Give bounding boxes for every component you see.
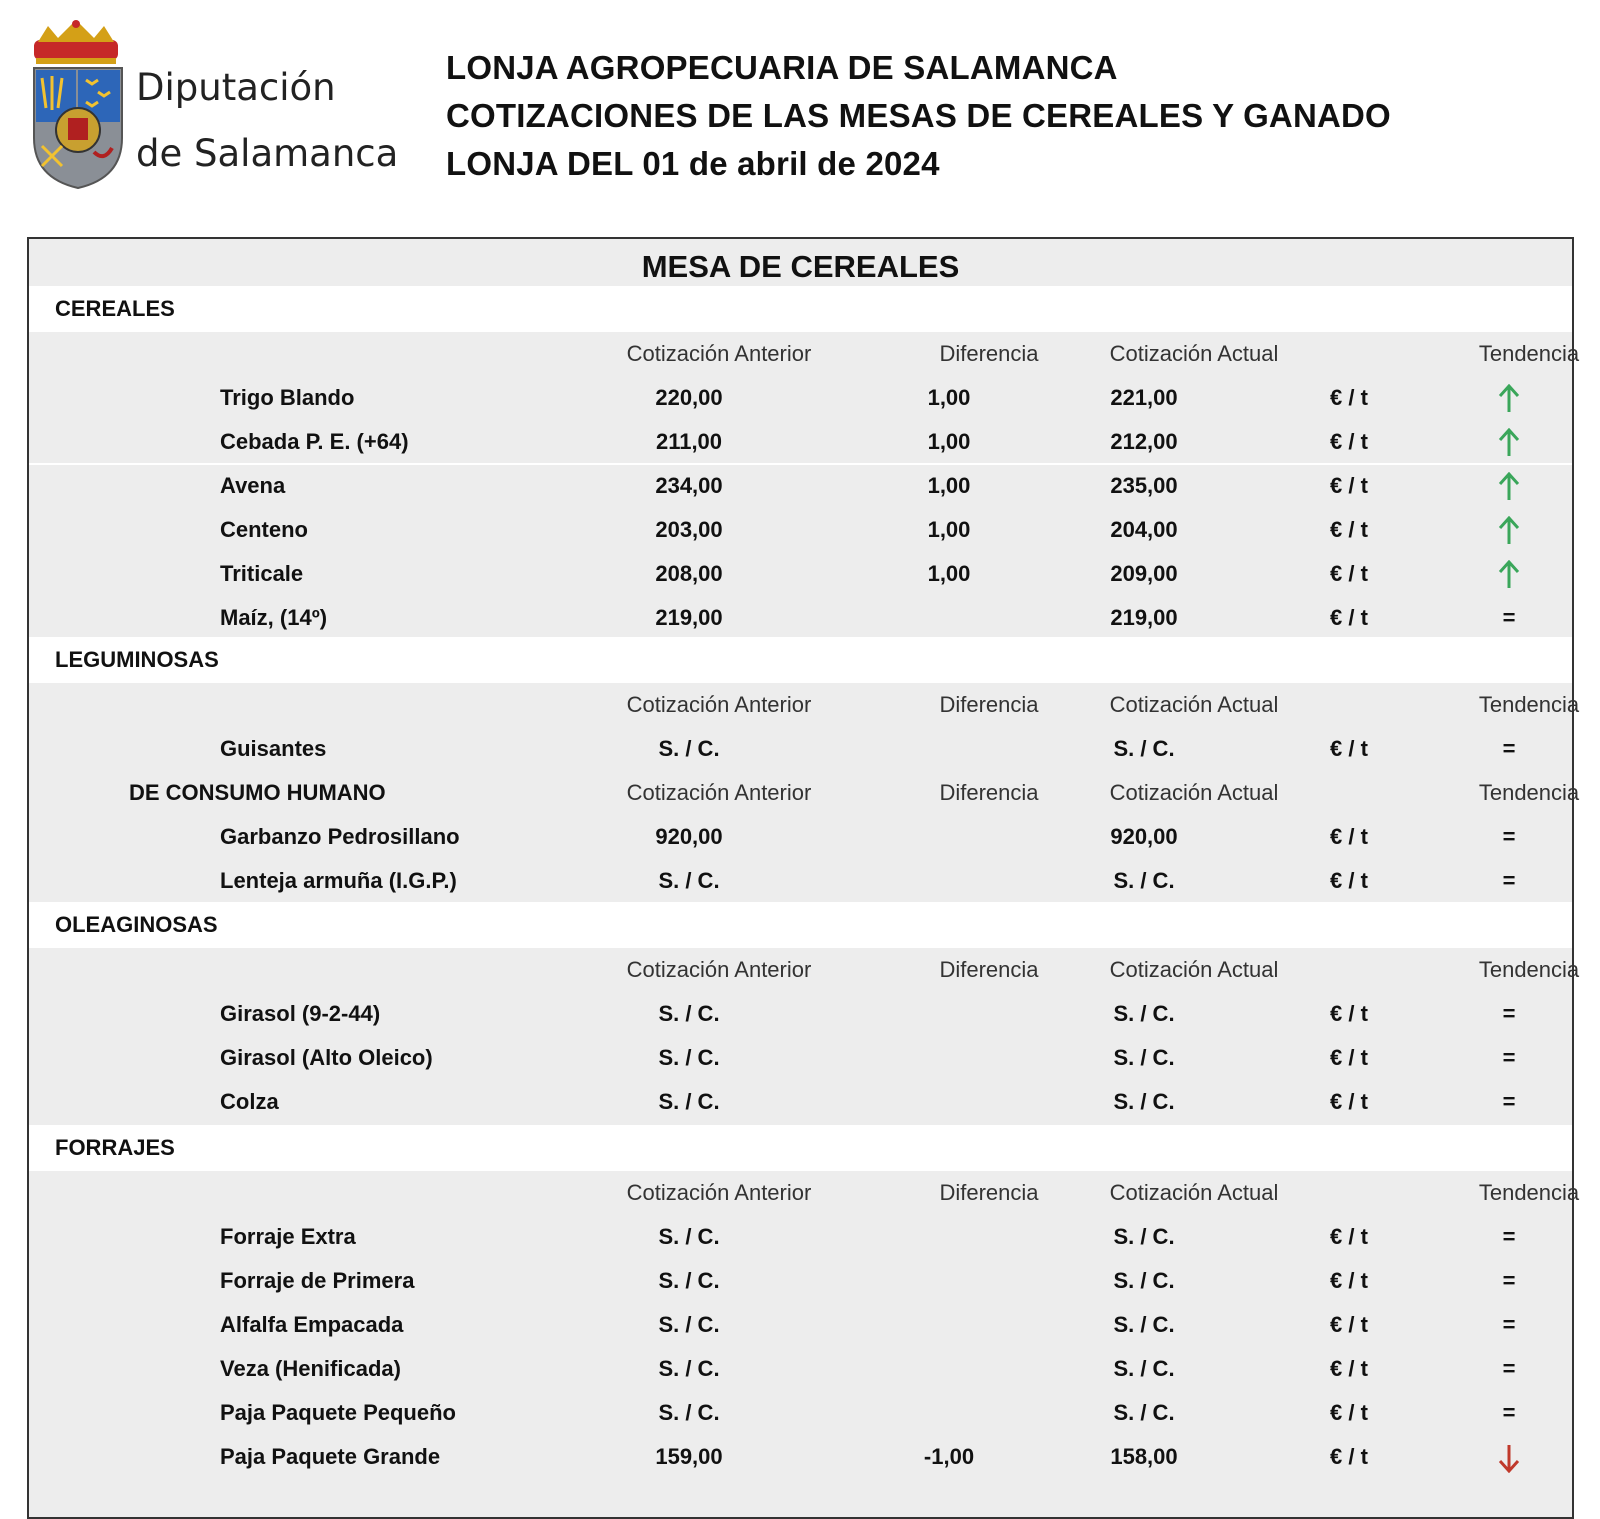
column-header-tend: Tendencia xyxy=(1478,780,1580,805)
price-difference: 1,00 xyxy=(927,517,971,542)
price-difference: 1,00 xyxy=(927,429,971,454)
trend-indicator: = xyxy=(1502,868,1516,893)
column-header-curr: Cotización Actual xyxy=(1109,957,1279,982)
product-name: Cebada P. E. (+64) xyxy=(220,429,409,454)
price-unit: € / t xyxy=(1330,1400,1368,1425)
column-header-row xyxy=(29,948,1580,992)
column-header-prev: Cotización Anterior xyxy=(626,1180,812,1205)
previous-price: 211,00 xyxy=(655,429,723,454)
current-price: S. / C. xyxy=(1113,1268,1175,1293)
price-difference: -1,00 xyxy=(923,1444,975,1469)
table-row xyxy=(29,376,1572,420)
title-line-3: LONJA DEL 01 de abril de 2024 xyxy=(446,145,940,182)
column-header-curr: Cotización Actual xyxy=(1109,692,1279,717)
price-unit: € / t xyxy=(1330,561,1368,586)
previous-price: 219,00 xyxy=(655,605,723,630)
section-band xyxy=(29,286,1572,332)
product-name: Alfalfa Empacada xyxy=(220,1312,404,1337)
logo-text-line2: de Salamanca xyxy=(136,132,399,175)
trend-indicator: = xyxy=(1502,605,1516,630)
logo-text-line1: Diputación xyxy=(136,66,336,109)
column-header-diff: Diferencia xyxy=(939,692,1039,717)
current-price: 158,00 xyxy=(1110,1444,1178,1469)
current-price: 209,00 xyxy=(1110,561,1178,586)
table-row xyxy=(29,552,1572,596)
current-price: 219,00 xyxy=(1110,605,1178,630)
table-title: MESA DE CEREALES xyxy=(641,249,960,284)
previous-price: S. / C. xyxy=(658,868,720,893)
table-row xyxy=(29,1435,1572,1479)
section-label: OLEAGINOSAS xyxy=(55,912,218,937)
product-name: Avena xyxy=(220,473,286,498)
table-row xyxy=(29,596,1572,640)
previous-price: 203,00 xyxy=(655,517,723,542)
trend-indicator: = xyxy=(1502,1356,1516,1381)
product-name: Triticale xyxy=(220,561,304,586)
current-price: 221,00 xyxy=(1110,385,1178,410)
product-name: Paja Paquete Pequeño xyxy=(220,1400,456,1425)
table-row xyxy=(29,508,1572,552)
trend-indicator: = xyxy=(1502,1045,1516,1070)
price-unit: € / t xyxy=(1330,473,1368,498)
section-label: LEGUMINOSAS xyxy=(55,647,219,672)
trend-up-arrow-icon xyxy=(1498,560,1520,590)
subsection-label: DE CONSUMO HUMANO xyxy=(129,780,386,805)
column-header-row xyxy=(29,771,1580,815)
column-header-curr: Cotización Actual xyxy=(1109,780,1279,805)
trend-indicator xyxy=(1449,1435,1569,1473)
current-price: S. / C. xyxy=(1113,1356,1175,1381)
table-row xyxy=(29,1036,1572,1080)
price-unit: € / t xyxy=(1330,1224,1368,1249)
column-header-diff: Diferencia xyxy=(939,1180,1039,1205)
trend-indicator xyxy=(1449,420,1569,458)
previous-price: S. / C. xyxy=(658,1089,720,1114)
price-unit: € / t xyxy=(1330,1045,1368,1070)
trend-indicator: = xyxy=(1502,1400,1516,1425)
trend-indicator xyxy=(1449,464,1569,502)
price-unit: € / t xyxy=(1330,385,1368,410)
diputacion-logo xyxy=(28,18,408,198)
product-name: Centeno xyxy=(220,517,308,542)
table-row xyxy=(29,1347,1572,1391)
previous-price: 208,00 xyxy=(655,561,723,586)
section-label: FORRAJES xyxy=(55,1135,175,1160)
previous-price: 920,00 xyxy=(655,824,723,849)
table-row xyxy=(29,1259,1572,1303)
document-titles xyxy=(446,44,1391,188)
previous-price: S. / C. xyxy=(658,1356,720,1381)
price-unit: € / t xyxy=(1330,1089,1368,1114)
previous-price: S. / C. xyxy=(658,736,720,761)
column-header-prev: Cotización Anterior xyxy=(626,341,812,366)
title-line-2: COTIZACIONES DE LAS MESAS DE CEREALES Y GANADO xyxy=(446,97,1391,134)
column-header-tend: Tendencia xyxy=(1478,692,1580,717)
product-name: Guisantes xyxy=(220,736,327,761)
price-unit: € / t xyxy=(1330,1356,1368,1381)
table-row xyxy=(29,420,1572,464)
trend-indicator xyxy=(1449,508,1569,546)
trend-indicator: = xyxy=(1502,1224,1516,1249)
current-price: S. / C. xyxy=(1113,736,1175,761)
column-header-diff: Diferencia xyxy=(939,957,1039,982)
section-band xyxy=(29,902,1572,948)
table-row xyxy=(29,1391,1572,1435)
trend-indicator: = xyxy=(1502,1268,1516,1293)
product-name: Lenteja armuña (I.G.P.) xyxy=(220,868,457,893)
column-header-prev: Cotización Anterior xyxy=(626,957,812,982)
table-row xyxy=(29,1215,1572,1259)
column-header-tend: Tendencia xyxy=(1478,1180,1580,1205)
column-header-curr: Cotización Actual xyxy=(1109,1180,1279,1205)
previous-price: 234,00 xyxy=(655,473,723,498)
price-difference: 1,00 xyxy=(927,473,971,498)
previous-price: S. / C. xyxy=(658,1312,720,1337)
column-header-tend: Tendencia xyxy=(1478,957,1580,982)
current-price: S. / C. xyxy=(1113,1001,1175,1026)
product-name: Girasol (9-2-44) xyxy=(220,1001,381,1026)
column-header-curr: Cotización Actual xyxy=(1109,341,1279,366)
product-name: Garbanzo Pedrosillano xyxy=(220,824,460,849)
current-price: S. / C. xyxy=(1113,1089,1175,1114)
section-label: CEREALES xyxy=(55,296,175,321)
trend-indicator: = xyxy=(1502,1089,1516,1114)
current-price: 920,00 xyxy=(1110,824,1178,849)
current-price: S. / C. xyxy=(1113,1224,1175,1249)
price-unit: € / t xyxy=(1330,1001,1368,1026)
title-line-1: LONJA AGROPECUARIA DE SALAMANCA xyxy=(446,49,1118,86)
column-header-prev: Cotización Anterior xyxy=(626,780,812,805)
price-difference: 1,00 xyxy=(927,561,971,586)
previous-price: S. / C. xyxy=(658,1268,720,1293)
trend-indicator xyxy=(1449,376,1569,414)
price-difference: 1,00 xyxy=(927,385,971,410)
trend-up-arrow-icon xyxy=(1498,516,1520,546)
previous-price: S. / C. xyxy=(658,1224,720,1249)
column-header-row xyxy=(29,683,1580,727)
current-price: 235,00 xyxy=(1110,473,1178,498)
product-name: Trigo Blando xyxy=(220,385,355,410)
current-price: 204,00 xyxy=(1110,517,1178,542)
product-name: Girasol (Alto Oleico) xyxy=(220,1045,433,1070)
table-row xyxy=(29,727,1572,771)
current-price: S. / C. xyxy=(1113,1312,1175,1337)
column-header-diff: Diferencia xyxy=(939,780,1039,805)
product-name: Maíz, (14º) xyxy=(220,605,328,630)
section-band xyxy=(29,1125,1572,1171)
price-unit: € / t xyxy=(1330,429,1368,454)
product-name: Paja Paquete Grande xyxy=(220,1444,441,1469)
current-price: S. / C. xyxy=(1113,868,1175,893)
table-row xyxy=(29,1080,1572,1124)
current-price: 212,00 xyxy=(1110,429,1178,454)
trend-indicator: = xyxy=(1502,824,1516,849)
product-name: Forraje de Primera xyxy=(220,1268,415,1293)
trend-indicator: = xyxy=(1502,1312,1516,1337)
price-unit: € / t xyxy=(1330,824,1368,849)
table-row xyxy=(29,464,1572,508)
product-name: Veza (Henificada) xyxy=(220,1356,401,1381)
previous-price: S. / C. xyxy=(658,1001,720,1026)
price-unit: € / t xyxy=(1330,517,1368,542)
trend-down-arrow-icon xyxy=(1498,1443,1520,1473)
previous-price: S. / C. xyxy=(658,1400,720,1425)
column-header-diff: Diferencia xyxy=(939,341,1039,366)
table-row xyxy=(29,859,1572,903)
trend-indicator: = xyxy=(1502,736,1516,761)
current-price: S. / C. xyxy=(1113,1045,1175,1070)
column-header-row xyxy=(29,1171,1580,1215)
price-unit: € / t xyxy=(1330,736,1368,761)
product-name: Forraje Extra xyxy=(220,1224,356,1249)
table-row xyxy=(29,992,1572,1036)
previous-price: 159,00 xyxy=(655,1444,723,1469)
table-row xyxy=(29,815,1572,859)
trend-up-arrow-icon xyxy=(1498,428,1520,458)
trend-up-arrow-icon xyxy=(1498,472,1520,502)
column-header-tend: Tendencia xyxy=(1478,341,1580,366)
page-header xyxy=(0,0,1600,220)
product-name: Colza xyxy=(220,1089,279,1114)
trend-indicator xyxy=(1449,552,1569,590)
table-row xyxy=(29,1303,1572,1347)
price-unit: € / t xyxy=(1330,1268,1368,1293)
price-unit: € / t xyxy=(1330,605,1368,630)
coat-of-arms-icon xyxy=(28,18,128,198)
price-unit: € / t xyxy=(1330,1312,1368,1337)
current-price: S. / C. xyxy=(1113,1400,1175,1425)
section-band xyxy=(29,637,1572,683)
price-unit: € / t xyxy=(1330,1444,1368,1469)
trend-indicator: = xyxy=(1502,1001,1516,1026)
column-header-prev: Cotización Anterior xyxy=(626,692,812,717)
price-table xyxy=(27,237,1580,1519)
column-header-row xyxy=(29,332,1580,376)
trend-up-arrow-icon xyxy=(1498,384,1520,414)
price-unit: € / t xyxy=(1330,868,1368,893)
previous-price: S. / C. xyxy=(658,1045,720,1070)
previous-price: 220,00 xyxy=(655,385,723,410)
